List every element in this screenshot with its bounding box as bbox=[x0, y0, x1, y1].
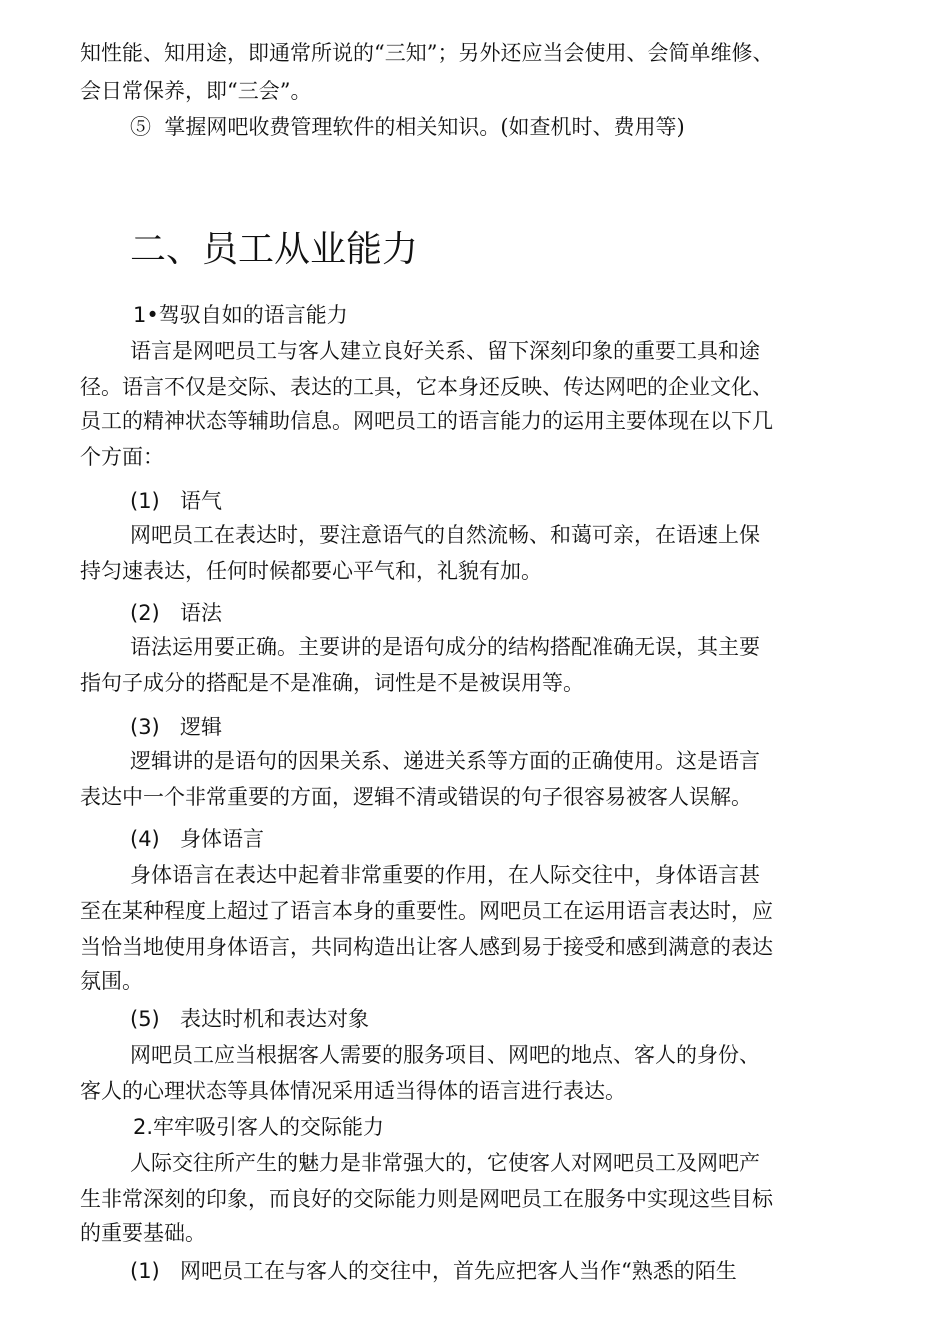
paragraph-line: 网吧员工在表达时，要注意语气的自然流畅、和蔼可亲，在语速上保 bbox=[130, 523, 760, 547]
paragraph-line: 当恰当地使用身体语言，共同构造出让客人感到易于接受和感到满意的表达 bbox=[80, 935, 773, 959]
item-heading bbox=[130, 1258, 940, 1284]
subsection-title: 2.牢牢吸引客人的交际能力 bbox=[133, 1115, 385, 1139]
item-number: (3) bbox=[130, 715, 160, 739]
item-label: 语法 bbox=[180, 601, 222, 625]
item-number: (2) bbox=[130, 601, 160, 625]
paragraph-line: 语言是网吧员工与客人建立良好关系、留下深刻印象的重要工具和途 bbox=[130, 339, 760, 363]
item-label: 身体语言 bbox=[180, 827, 264, 851]
paragraph-line: 持匀速表达，任何时候都要心平气和，礼貌有加。 bbox=[80, 559, 542, 583]
subsection-title: 1•驾驭自如的语言能力 bbox=[133, 303, 348, 327]
paragraph-line: 径。语言不仅是交际、表达的工具，它本身还反映、传达网吧的企业文化、 bbox=[80, 375, 773, 399]
item-heading bbox=[130, 600, 940, 626]
paragraph-line: 人际交往所产生的魅力是非常强大的，它使客人对网吧员工及网吧产 bbox=[130, 1151, 760, 1175]
paragraph-line: 身体语言在表达中起着非常重要的作用，在人际交往中，身体语言甚 bbox=[130, 863, 760, 887]
paragraph-line: 表达中一个非常重要的方面，逻辑不清或错误的句子很容易被客人误解。 bbox=[80, 785, 752, 809]
section-heading: 二、员工从业能力 bbox=[130, 229, 419, 270]
paragraph-line: 至在某种程度上超过了语言本身的重要性。网吧员工在运用语言表达时，应 bbox=[80, 899, 773, 923]
paragraph-line: 会日常保养，即“三会”。 bbox=[80, 79, 312, 103]
item-marker: ⑤ bbox=[130, 115, 151, 139]
item-heading bbox=[130, 1006, 940, 1032]
item-text: 掌握网吧收费管理软件的相关知识。(如查机时、费用等) bbox=[164, 115, 685, 139]
paragraph-line: 个方面： bbox=[80, 445, 164, 469]
item-label: 语气 bbox=[180, 489, 222, 513]
paragraph-line: 知性能、知用途，即通常所说的“三知”；另外还应当会使用、会简单维修、 bbox=[80, 41, 774, 65]
paragraph-line: 的重要基础。 bbox=[80, 1221, 206, 1245]
list-item-5 bbox=[130, 114, 940, 140]
paragraph-line: 生非常深刻的印象，而良好的交际能力则是网吧员工在服务中实现这些目标 bbox=[80, 1187, 773, 1211]
paragraph-line: 语法运用要正确。主要讲的是语句成分的结构搭配准确无误，其主要 bbox=[130, 635, 760, 659]
item-text: 网吧员工在与客人的交往中，首先应把客人当作“熟悉的陌生 bbox=[180, 1259, 737, 1283]
item-heading bbox=[130, 714, 940, 740]
item-number: (1) bbox=[130, 1259, 160, 1283]
item-number: (4) bbox=[130, 827, 160, 851]
item-number: (1) bbox=[130, 489, 160, 513]
paragraph-line: 氛围。 bbox=[80, 969, 143, 993]
item-label: 逻辑 bbox=[180, 715, 222, 739]
paragraph-line: 逻辑讲的是语句的因果关系、递进关系等方面的正确使用。这是语言 bbox=[130, 749, 760, 773]
item-heading bbox=[130, 488, 940, 514]
paragraph-line: 网吧员工应当根据客人需要的服务项目、网吧的地点、客人的身份、 bbox=[130, 1043, 760, 1067]
paragraph-line: 员工的精神状态等辅助信息。网吧员工的语言能力的运用主要体现在以下几 bbox=[80, 409, 773, 433]
item-number: (5) bbox=[130, 1007, 160, 1031]
item-heading bbox=[130, 826, 940, 852]
paragraph-line: 指句子成分的搭配是不是准确，词性是不是被误用等。 bbox=[80, 671, 584, 695]
item-label: 表达时机和表达对象 bbox=[180, 1007, 369, 1031]
paragraph-line: 客人的心理状态等具体情况采用适当得体的语言进行表达。 bbox=[80, 1079, 626, 1103]
